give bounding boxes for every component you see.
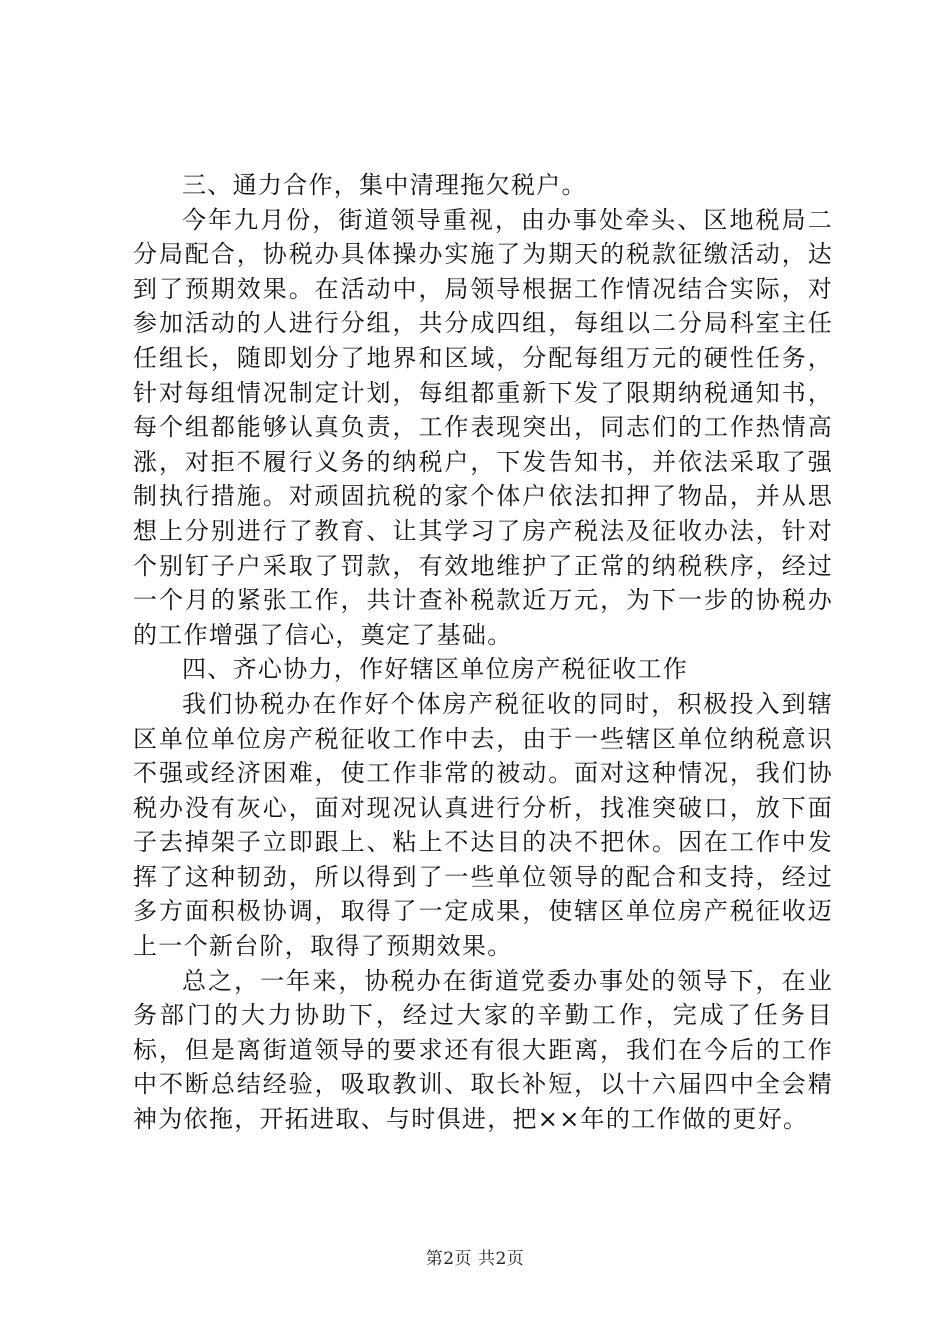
paragraph-unit-property-tax: 我们协税办在作好个体房产税征收的同时，积极投入到辖区单位单位房产税征收工作中去，由于一些辖区单位纳税意识不强或经济困难，使工作非常的被动。面对这种情况，我们协税办没有灰心，面对现况认真进行分析，找准突破口，放下面子去掉架子立即跟上、粘上不达目的决不把休。因在工作中发挥了这种韧劲，所以得到了一些单位领导的配合和支持，经过多方面积极协调，取得了一定成果，使辖区单位房产税征收迈上一个新台阶，取得了预期效果。 <box>133 689 833 961</box>
section-heading-4: 四、齐心协力，作好辖区单位房产税征收工作 <box>182 655 688 684</box>
paragraph-summary: 总之，一年来，协税办在街道党委办事处的领导下，在业务部门的大力协助下，经过大家的辛勤工作，完成了任务目标，但是离街道领导的要求还有很大距离，我们在今后的工作中不断总结经验，吸取教训、取长补短，以十六届四中全会精神为依拖，开拓进取、与时俱进，把××年的工作做的更好。 <box>133 966 833 1134</box>
document-body <box>133 168 833 1137</box>
paragraph-tax-collection-campaign: 今年九月份，街道领导重视，由办事处牵头、区地税局二分局配合，协税办具体操办实施了为期天的税款征缴活动，达到了预期效果。在活动中，局领导根据工作情况结合实际，对参加活动的人进行分组，共分成四组，每组以二分局科室主任任组长，随即划分了地界和区域，分配每组万元的硬性任务，针对每组情况制定计划，每组都重新下发了限期纳税通知书，每个组都能够认真负责，工作表现突出，同志们的工作热情高涨，对拒不履行义务的纳税户，下发告知书，并依法采取了强制执行措施。对顽固抗税的家个体户依法扣押了物品，并从思想上分别进行了教育、让其学习了房产税法及征收办法，针对个别钉子户采取了罚款，有效地维护了正常的纳税秩序，经过一个月的紧张工作，共计查补税款近万元，为下一步的协税办的工作增强了信心，奠定了基础。 <box>133 205 833 649</box>
section-heading-3: 三、通力合作，集中清理拖欠税户。 <box>182 171 587 199</box>
page-number-footer: 第2页 共2页 <box>425 1249 525 1269</box>
